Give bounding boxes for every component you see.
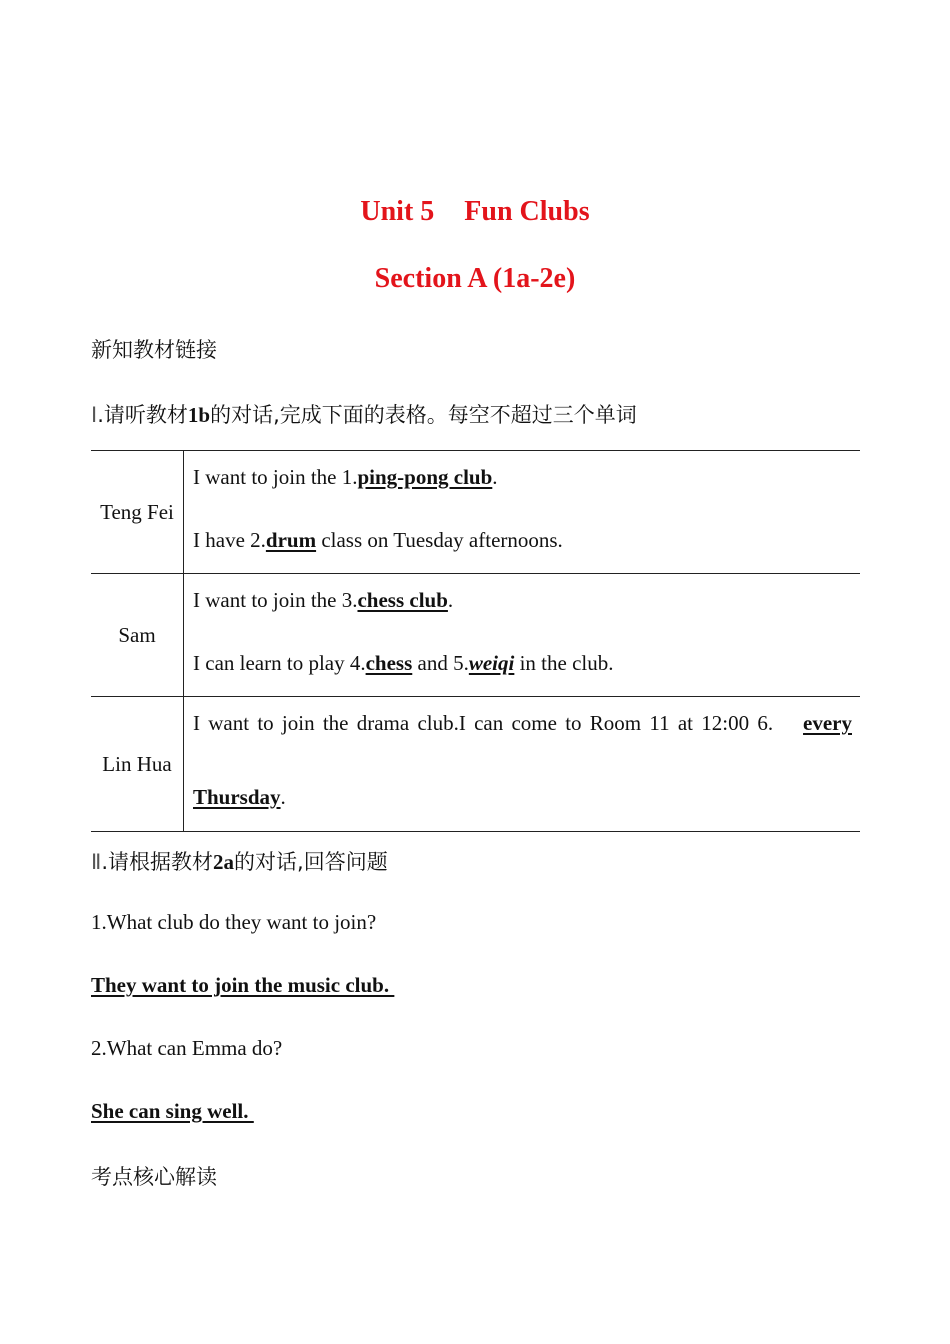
answer-1: They want to join the music club. — [91, 973, 395, 997]
text: and 5. — [412, 651, 469, 675]
table-row — [91, 574, 860, 697]
text: . — [280, 785, 286, 809]
text: . — [447, 588, 454, 612]
question-1: 1.What club do they want to join? — [91, 910, 377, 934]
part2-ref: 2a — [213, 850, 235, 874]
table-row — [91, 451, 860, 574]
row-line — [193, 708, 852, 739]
answer-2: She can sing well. — [91, 1099, 254, 1123]
answer-blank-6b: Thursday — [193, 785, 281, 809]
unit-title — [0, 196, 950, 228]
part1-ref: 1b — [187, 403, 211, 427]
question-2: 2.What can Emma do? — [91, 1036, 283, 1060]
unit-number: Unit 5 — [360, 196, 435, 227]
answer-blank-1: ping-pong club — [357, 465, 493, 489]
text: class on Tuesday afternoons. — [316, 528, 563, 552]
part2-numeral: Ⅱ — [91, 850, 102, 874]
heading-new-material: 新知教材链接 — [91, 338, 217, 362]
text: I want to join the 1. — [193, 465, 358, 489]
row-content — [184, 574, 861, 697]
text: in the club. — [514, 651, 614, 675]
answer-blank-5: weiqi — [468, 651, 515, 675]
row-line — [193, 462, 852, 493]
text: I can learn to play 4. — [193, 651, 366, 675]
row-name: Lin Hua — [91, 697, 184, 832]
text: I want to join the drama club.I can come to Room 11 at 12:00 6. — [193, 711, 774, 735]
part2-instruction — [91, 846, 388, 876]
row-line — [193, 648, 852, 679]
part1-numeral: Ⅰ — [91, 403, 98, 427]
part1-pre: .请听教材 — [97, 403, 188, 427]
row-content — [184, 451, 861, 574]
answer-blank-3: chess club — [357, 588, 448, 612]
text: I want to join the 3. — [193, 588, 358, 612]
row-name: Sam — [91, 574, 184, 697]
answer-blank-2: drum — [265, 528, 317, 552]
part2-post: 的对话,回答问题 — [234, 850, 388, 874]
row-line — [193, 525, 852, 556]
section-title: Section A (1a-2e) — [374, 263, 576, 294]
part1-post: 的对话,完成下面的表格。每空不超过三个单词 — [210, 403, 637, 427]
text: I have 2. — [193, 528, 266, 552]
row-content — [184, 697, 861, 832]
text: . — [492, 465, 498, 489]
row-line — [193, 782, 852, 813]
row-name: Teng Fei — [91, 451, 184, 574]
answer-blank-6a: every — [803, 711, 852, 735]
fill-in-table — [91, 450, 860, 832]
part2-pre: .请根据教材 — [101, 850, 214, 874]
row-line — [193, 585, 852, 616]
unit-name: Fun Clubs — [464, 196, 590, 227]
answer-blank-4: chess — [365, 651, 413, 675]
part1-instruction — [91, 399, 637, 429]
table-row — [91, 697, 860, 832]
heading-core-points: 考点核心解读 — [91, 1165, 217, 1189]
